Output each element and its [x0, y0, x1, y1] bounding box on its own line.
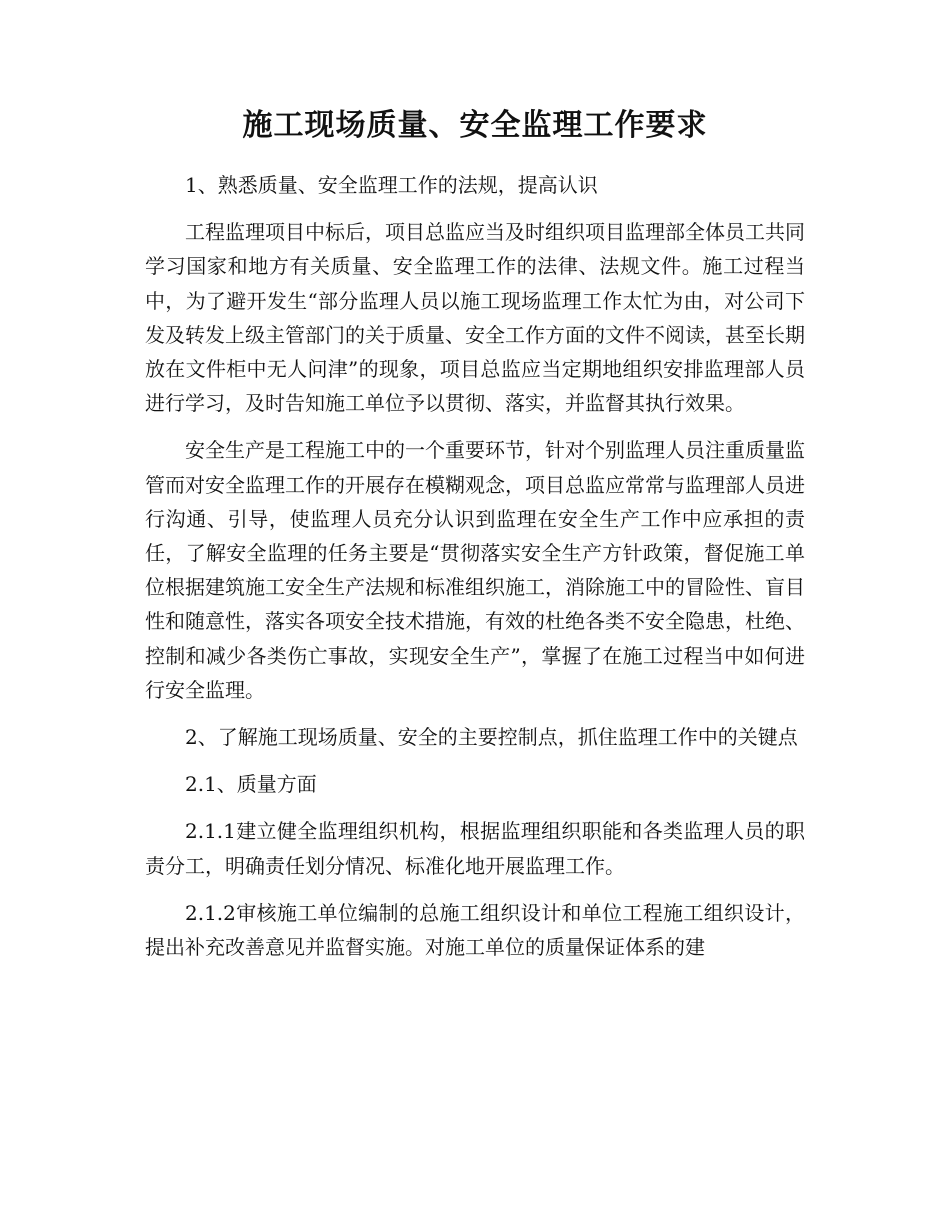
body-paragraph-2-1-2: 2.1.2审核施工单位编制的总施工组织设计和单位工程施工组织设计，提出补充改善意见并监督实施。对施工单位的质量保证体系的建 — [145, 900, 805, 960]
body-paragraph-2-1-1: 2.1.1建立健全监理组织机构，根据监理组织职能和各类监理人员的职责分工，明确责任划分情况、标准化地开展监理工作。 — [145, 819, 805, 878]
section-heading-1: 1、熟悉质量、安全监理工作的法规，提高认识 — [185, 173, 598, 197]
body-paragraph-1: 工程监理项目中标后，项目总监应当及时组织项目监理部全体员工共同学习国家和地方有关质量、安全监理工作的法律、法规文件。施工过程当中，为了避开发生“部分监理人员以施工现场监理工作太忙为由，对公司下发及转发上级主管部门的关于质量、安全工作方面的文件不阅读，甚至长期放在文件柜中无人问津”的现象，项目总监应当定期地组织安排监理部人员进行学习，及时告知施工单位予以贯彻、落实，并监督其执行效果。 — [145, 220, 805, 416]
document-body — [145, 168, 805, 964]
body-paragraph-2: 安全生产是工程施工中的一个重要环节，针对个别监理人员注重质量监管而对安全监理工作的开展存在模糊观念，项目总监应常常与监理部人员进行沟通、引导，使监理人员充分认识到监理在安全生产工作中应承担的责任，了解安全监理的任务主要是“贯彻落实安全生产方针政策，督促施工单位根据建筑施工安全生产法规和标准组织施工，消除施工中的冒险性、盲目性和随意性，落实各项安全技术措施，有效的杜绝各类不安全隐患，杜绝、控制和减少各类伤亡事故，实现安全生产”，掌握了在施工过程当中如何进行安全监理。 — [145, 438, 805, 702]
subsection-heading-2-1: 2.1、质量方面 — [185, 772, 317, 797]
document-title: 施工现场质量、安全监理工作要求 — [242, 108, 708, 143]
section-heading-2: 2、了解施工现场质量、安全的主要控制点，抓住监理工作中的关键点 — [185, 725, 798, 750]
